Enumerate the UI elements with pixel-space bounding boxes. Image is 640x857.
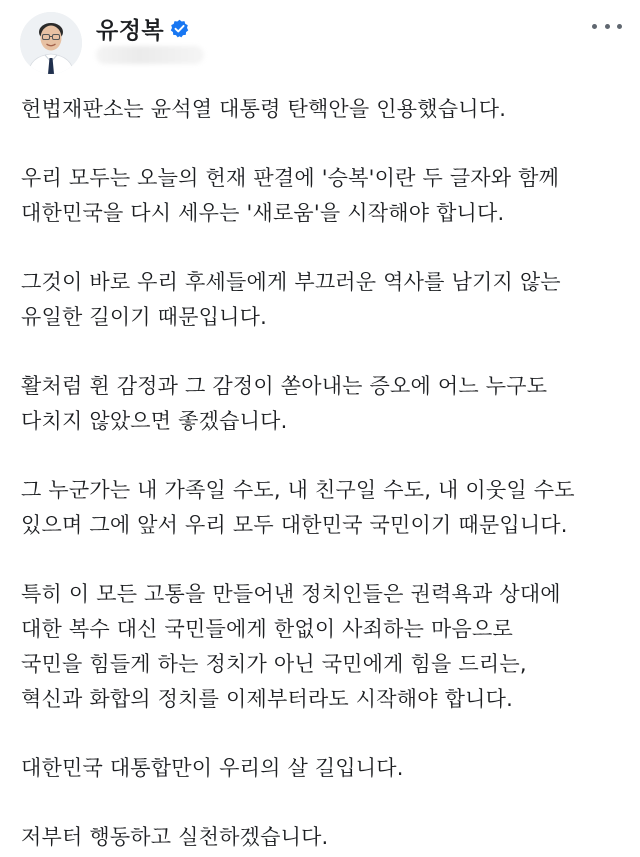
post-line: 대한민국을 다시 세우는 '새로움'을 시작해야 합니다. <box>21 201 505 225</box>
post-paragraph <box>21 751 625 786</box>
post-paragraph <box>21 577 625 717</box>
verified-badge-icon <box>170 19 189 38</box>
more-horizontal-icon <box>592 24 597 29</box>
author-row <box>96 12 189 45</box>
post-line: 활처럼 휜 감정과 그 감정이 쏟아내는 증오에 어느 누구도 <box>21 374 548 398</box>
avatar-photo <box>20 12 82 74</box>
post-paragraph <box>21 161 625 231</box>
post-line: 저부터 행동하고 실천하겠습니다. <box>21 825 329 849</box>
post-body <box>21 92 625 855</box>
post-paragraph <box>21 820 625 855</box>
post-paragraph <box>21 473 625 543</box>
post-line: 혁신과 화합의 정치를 이제부터라도 시작해야 합니다. <box>21 687 513 711</box>
more-options-button[interactable] <box>592 18 622 34</box>
post-header <box>0 0 640 90</box>
post-line: 우리 모두는 오늘의 헌재 판결에 '승복'이란 두 글자와 함께 <box>21 166 560 190</box>
post-paragraph <box>21 369 625 439</box>
post-line: 국민을 힘들게 하는 정치가 아닌 국민에게 힘을 드리는, <box>21 652 527 676</box>
post-line: 유일한 길이기 때문입니다. <box>21 305 267 329</box>
post-line: 대한민국 대통합만이 우리의 살 길입니다. <box>21 756 404 780</box>
post-paragraph <box>21 92 625 127</box>
post-line: 그 누군가는 내 가족일 수도, 내 친구일 수도, 내 이웃일 수도 <box>21 478 575 502</box>
post-line: 다치지 않았으면 좋겠습니다. <box>21 409 288 433</box>
author-name[interactable]: 유정복 <box>96 18 165 44</box>
post-line: 특히 이 모든 고통을 만들어낸 정치인들은 권력욕과 상대에 <box>21 582 561 606</box>
avatar[interactable] <box>20 12 82 74</box>
post-paragraph <box>21 265 625 335</box>
post-meta-redacted <box>96 46 204 64</box>
post-line: 대한 복수 대신 국민들에게 한없이 사죄하는 마음으로 <box>21 617 513 641</box>
more-horizontal-icon <box>617 24 622 29</box>
more-horizontal-icon <box>605 24 610 29</box>
post-line: 그것이 바로 우리 후세들에게 부끄러운 역사를 남기지 않는 <box>21 270 561 294</box>
post-line: 있으며 그에 앞서 우리 모두 대한민국 국민이기 때문입니다. <box>21 513 568 537</box>
post-line: 헌법재판소는 윤석열 대통령 탄핵안을 인용했습니다. <box>21 97 507 121</box>
